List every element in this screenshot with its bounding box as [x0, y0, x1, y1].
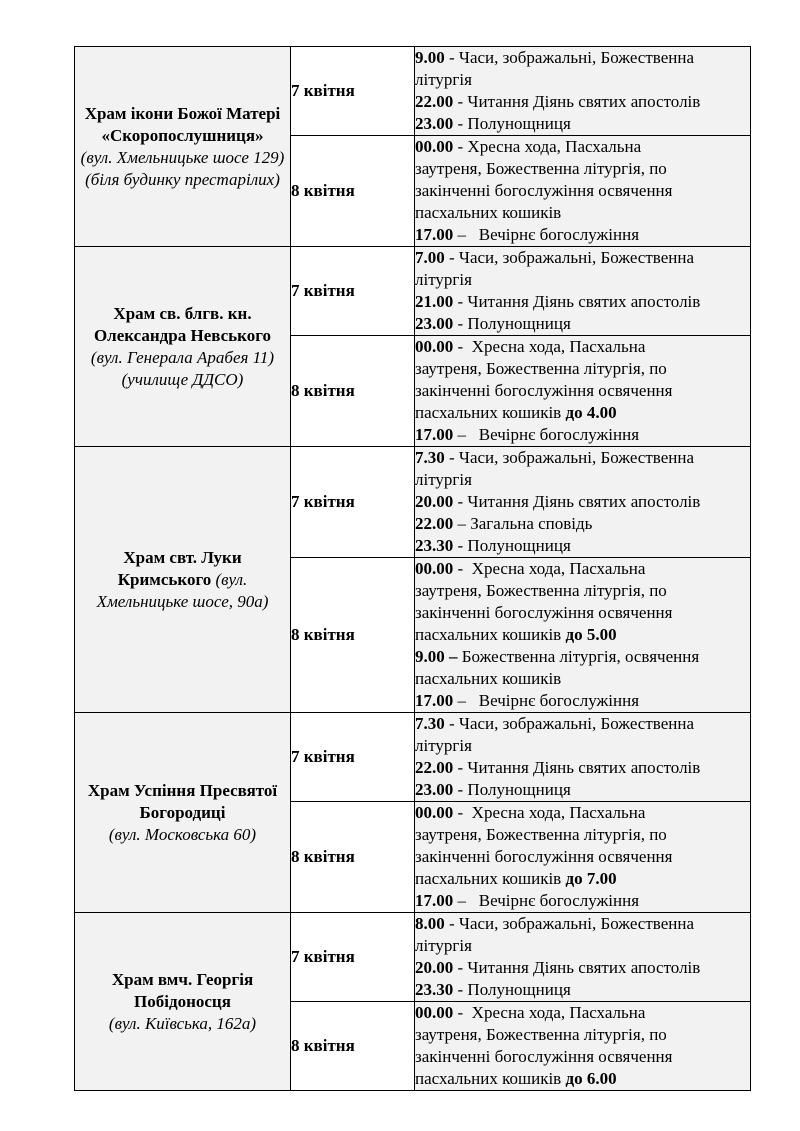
service-text: заутреня, Божественна літургія, по — [415, 359, 667, 378]
service-line — [415, 535, 750, 557]
service-date: 7 квітня — [291, 947, 355, 966]
service-line — [415, 424, 750, 446]
service-line — [415, 1002, 750, 1024]
time-separator: - — [453, 780, 468, 799]
service-line — [415, 979, 750, 1001]
time-separator: – — [453, 891, 475, 910]
church-address: (вул. Київська, 162а) — [108, 1013, 257, 1033]
service-line — [415, 336, 750, 358]
service-text: літургія — [415, 470, 472, 489]
service-line — [415, 602, 750, 624]
service-text: заутреня, Божественна літургія, по — [415, 581, 667, 600]
service-time: 17.00 — [415, 425, 454, 444]
time-separator: - — [453, 1003, 472, 1022]
service-time: 21.00 — [415, 292, 454, 311]
time-separator: – — [453, 425, 475, 444]
schedule-row — [75, 247, 751, 336]
service-text: пасхальних кошиків — [415, 1069, 566, 1088]
service-text: Читання Діянь святих апостолів — [467, 92, 701, 111]
service-line — [415, 1068, 750, 1090]
service-text: Хресна хода, Пасхальна — [471, 1003, 646, 1022]
time-separator: - — [453, 958, 468, 977]
service-line — [415, 91, 750, 113]
service-time: 7.00 — [415, 248, 445, 267]
service-deadline: до 5.00 — [565, 625, 617, 644]
service-line — [415, 491, 750, 513]
service-line — [415, 624, 750, 646]
services-cell — [415, 558, 751, 713]
time-separator: - — [453, 492, 468, 511]
service-text: Читання Діянь святих апостолів — [467, 958, 701, 977]
church-name: Храм вмч. Георгія Побідоносця — [111, 969, 254, 1011]
service-line — [415, 447, 750, 469]
service-line — [415, 291, 750, 313]
date-cell — [291, 713, 415, 802]
time-separator: - — [453, 803, 472, 822]
service-line — [415, 113, 750, 135]
service-line — [415, 1046, 750, 1068]
service-line — [415, 69, 750, 91]
service-date: 8 квітня — [291, 181, 355, 200]
service-deadline: до 6.00 — [565, 1069, 617, 1088]
time-separator: - — [453, 292, 468, 311]
service-text: літургія — [415, 736, 472, 755]
service-line — [415, 735, 750, 757]
church-note: (училище ДДСО) — [121, 369, 244, 389]
service-date: 8 квітня — [291, 381, 355, 400]
service-line — [415, 757, 750, 779]
service-line — [415, 868, 750, 890]
time-separator: - — [453, 314, 468, 333]
service-text: Вечірнє богослужіння — [474, 891, 640, 910]
time-separator: - — [453, 758, 468, 777]
services-cell — [415, 447, 751, 558]
church-address: (вул. Хмельницьке шосе, 90а) — [96, 569, 269, 611]
service-line — [415, 269, 750, 291]
service-line — [415, 469, 750, 491]
church-cell — [75, 913, 291, 1091]
service-line — [415, 935, 750, 957]
time-separator: - — [453, 980, 468, 999]
date-cell — [291, 1002, 415, 1091]
service-text: Полунощниця — [467, 780, 571, 799]
service-text: Часи, зображальні, Божественна — [458, 714, 694, 733]
service-deadline: до 4.00 — [565, 403, 617, 422]
services-cell — [415, 47, 751, 136]
service-line — [415, 890, 750, 912]
service-line — [415, 646, 750, 668]
service-text: пасхальних кошиків — [415, 403, 566, 422]
schedule-body — [75, 47, 751, 1091]
services-cell — [415, 802, 751, 913]
service-text: Загальна сповідь — [470, 514, 593, 533]
church-address: (вул. Московська 60) — [108, 824, 257, 844]
service-text: літургія — [415, 70, 472, 89]
service-line — [415, 580, 750, 602]
church-address: (вул. Хмельницьке шосе 129) — [80, 147, 285, 167]
service-line — [415, 202, 750, 224]
service-text: пасхальних кошиків — [415, 669, 562, 688]
service-text: Хресна хода, Пасхальна — [467, 137, 642, 156]
service-text: закінченні богослужіння освячення — [415, 1047, 673, 1066]
service-time: 00.00 — [415, 559, 454, 578]
date-cell — [291, 447, 415, 558]
services-cell — [415, 247, 751, 336]
service-time: 7.30 — [415, 448, 445, 467]
service-time: 7.30 — [415, 714, 445, 733]
service-date: 7 квітня — [291, 492, 355, 511]
service-text: Хресна хода, Пасхальна — [471, 337, 646, 356]
service-text: літургія — [415, 270, 472, 289]
service-time: 22.00 — [415, 92, 454, 111]
service-text: Полунощниця — [467, 114, 571, 133]
service-time: 00.00 — [415, 1003, 454, 1022]
service-line — [415, 824, 750, 846]
service-time: 8.00 — [415, 914, 445, 933]
time-separator: - — [453, 337, 472, 356]
service-time: 00.00 — [415, 803, 454, 822]
service-date: 7 квітня — [291, 281, 355, 300]
service-line — [415, 913, 750, 935]
services-cell — [415, 913, 751, 1002]
service-text: пасхальних кошиків — [415, 203, 562, 222]
date-cell — [291, 336, 415, 447]
service-text: Читання Діянь святих апостолів — [467, 492, 701, 511]
service-time: 23.30 — [415, 536, 454, 555]
date-cell — [291, 913, 415, 1002]
service-text: Божественна літургія, освячення — [461, 647, 700, 666]
service-time: 17.00 — [415, 691, 454, 710]
time-separator: - — [444, 448, 459, 467]
service-date: 8 квітня — [291, 1036, 355, 1055]
service-time: 23.00 — [415, 314, 454, 333]
service-line — [415, 668, 750, 690]
service-line — [415, 558, 750, 580]
service-line — [415, 47, 750, 69]
service-text: закінченні богослужіння освячення — [415, 181, 673, 200]
service-line — [415, 380, 750, 402]
services-cell — [415, 136, 751, 247]
service-text: Полунощниця — [467, 314, 571, 333]
time-separator: - — [444, 248, 459, 267]
time-separator: – — [453, 514, 471, 533]
service-line — [415, 313, 750, 335]
service-text: Полунощниця — [467, 536, 571, 555]
service-text: Часи, зображальні, Божественна — [458, 914, 694, 933]
service-text: закінченні богослужіння освячення — [415, 381, 673, 400]
schedule-row — [75, 47, 751, 136]
time-separator: – — [453, 225, 475, 244]
service-text: пасхальних кошиків — [415, 625, 566, 644]
church-address: (вул. Генерала Арабея 11) — [90, 347, 275, 367]
service-time: 23.30 — [415, 980, 454, 999]
services-cell — [415, 713, 751, 802]
church-note: (біля будинку престарілих) — [85, 169, 280, 189]
schedule-row — [75, 913, 751, 1002]
church-name: Храм ікони Божої Матері «Скоропослушниця» — [84, 103, 281, 145]
date-cell — [291, 47, 415, 136]
church-cell — [75, 47, 291, 247]
service-text: Полунощниця — [467, 980, 571, 999]
service-text: Часи, зображальні, Божественна — [458, 448, 694, 467]
service-text: заутреня, Божественна літургія, по — [415, 1025, 667, 1044]
services-cell — [415, 1002, 751, 1091]
service-time: 20.00 — [415, 958, 454, 977]
schedule-row — [75, 447, 751, 558]
date-cell — [291, 136, 415, 247]
service-line — [415, 713, 750, 735]
service-text: Читання Діянь святих апостолів — [467, 292, 701, 311]
service-line — [415, 957, 750, 979]
time-separator: - — [453, 92, 468, 111]
service-line — [415, 513, 750, 535]
service-time: 23.00 — [415, 114, 454, 133]
service-text: Хресна хода, Пасхальна — [471, 803, 646, 822]
service-line — [415, 402, 750, 424]
service-time: 9.00 — [415, 48, 445, 67]
time-separator: - — [453, 559, 472, 578]
service-text: пасхальних кошиків — [415, 869, 566, 888]
service-text: Часи, зображальні, Божественна — [458, 248, 694, 267]
service-date: 8 квітня — [291, 847, 355, 866]
date-cell — [291, 558, 415, 713]
service-text: Читання Діянь святих апостолів — [467, 758, 701, 777]
church-cell — [75, 713, 291, 913]
service-line — [415, 690, 750, 712]
schedule-row — [75, 713, 751, 802]
service-text: Хресна хода, Пасхальна — [471, 559, 646, 578]
service-time: 17.00 — [415, 891, 454, 910]
time-separator: - — [444, 914, 459, 933]
service-text: заутреня, Божественна літургія, по — [415, 825, 667, 844]
service-line — [415, 136, 750, 158]
date-cell — [291, 802, 415, 913]
service-line — [415, 247, 750, 269]
service-time: 17.00 — [415, 225, 454, 244]
church-cell — [75, 447, 291, 713]
services-cell — [415, 336, 751, 447]
service-line — [415, 846, 750, 868]
service-time: 20.00 — [415, 492, 454, 511]
service-time: 22.00 — [415, 758, 454, 777]
time-separator: - — [444, 714, 459, 733]
service-time: 22.00 — [415, 514, 454, 533]
service-text: закінченні богослужіння освячення — [415, 847, 673, 866]
service-deadline: до 7.00 — [565, 869, 617, 888]
service-time: 00.00 — [415, 137, 454, 156]
service-text: Вечірнє богослужіння — [474, 225, 640, 244]
service-line — [415, 802, 750, 824]
time-separator: - — [444, 48, 459, 67]
service-line — [415, 158, 750, 180]
date-cell — [291, 247, 415, 336]
service-date: 8 квітня — [291, 625, 355, 644]
schedule-table — [74, 46, 751, 1091]
service-time: 9.00 – — [415, 647, 458, 666]
service-line — [415, 180, 750, 202]
service-text: літургія — [415, 936, 472, 955]
service-text: Часи, зображальні, Божественна — [458, 48, 694, 67]
service-text: заутреня, Божественна літургія, по — [415, 159, 667, 178]
church-name: Храм Успіння Пресвятої Богородиці — [87, 780, 278, 822]
service-text: закінченні богослужіння освячення — [415, 603, 673, 622]
service-line — [415, 224, 750, 246]
service-line — [415, 1024, 750, 1046]
service-line — [415, 779, 750, 801]
time-separator: - — [453, 536, 468, 555]
church-name: Храм св. блгв. кн. Олександра Невського — [93, 303, 272, 345]
service-line — [415, 358, 750, 380]
time-separator: - — [453, 137, 468, 156]
time-separator: – — [453, 691, 475, 710]
service-time: 00.00 — [415, 337, 454, 356]
time-separator: - — [453, 114, 468, 133]
service-date: 7 квітня — [291, 747, 355, 766]
church-cell — [75, 247, 291, 447]
service-date: 7 квітня — [291, 81, 355, 100]
church-name: Храм свт. Луки Кримського — [117, 547, 242, 589]
service-text: Вечірнє богослужіння — [474, 425, 640, 444]
service-time: 23.00 — [415, 780, 454, 799]
service-text: Вечірнє богослужіння — [474, 691, 640, 710]
church-name-block — [75, 547, 290, 613]
